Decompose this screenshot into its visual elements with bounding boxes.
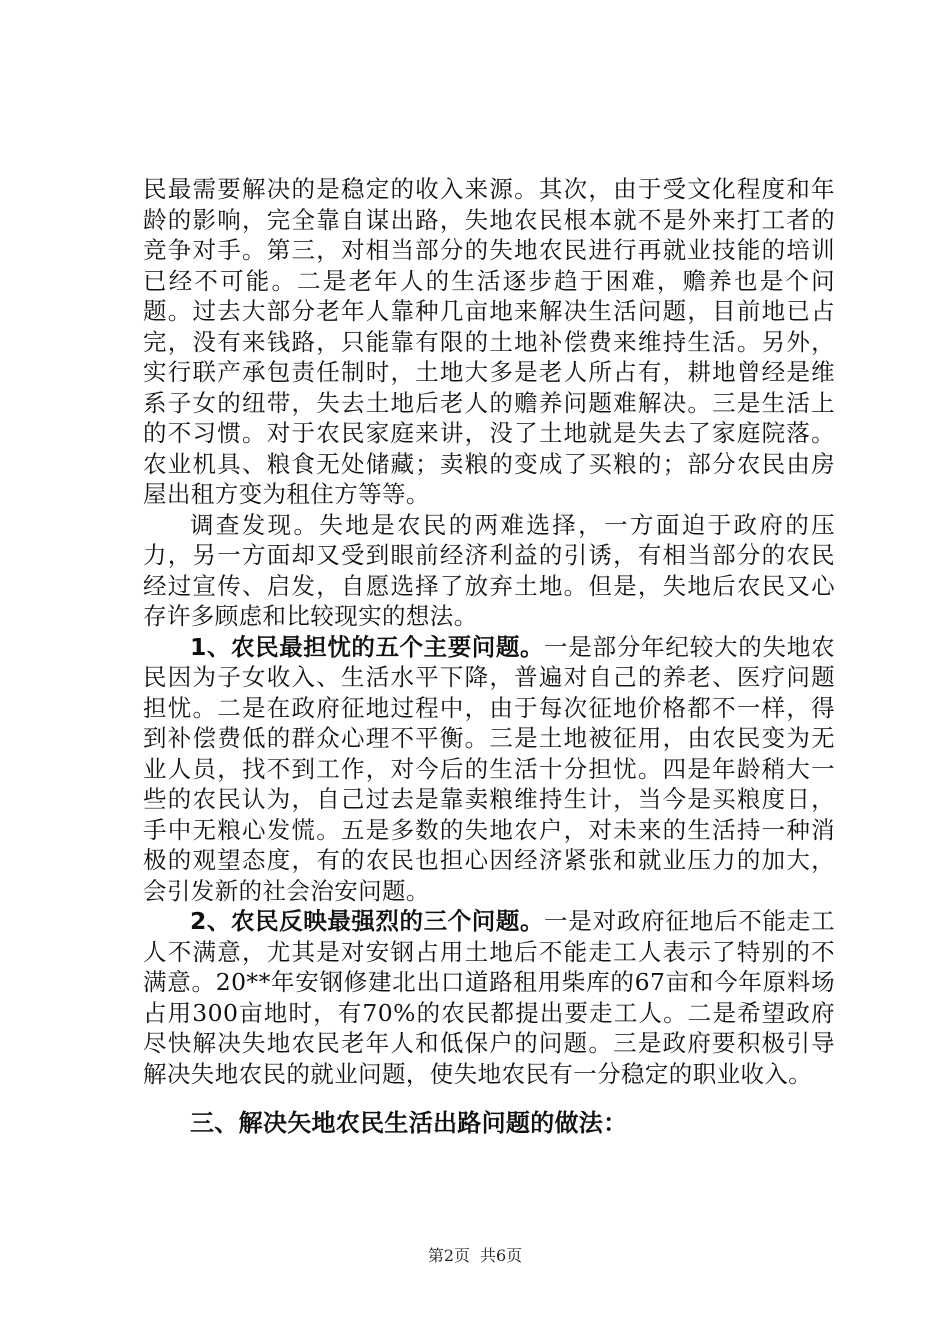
page-footer (0, 1246, 950, 1266)
paragraph-text: 调查发现。失地是农民的两难选择，一方面迫于政府的压力，另一方面却又受到眼前经济利益的引诱，有相当部分的农民经过宣传、启发，自愿选择了放弃土地。但是，失地后农民又心存许多顾虑和比较现实的想法。 (143, 510, 835, 630)
paragraph-five-concerns (143, 632, 835, 907)
page-number-total: 共6页 (480, 1246, 523, 1265)
paragraph-lead-heading: 1、农民最担忧的五个主要问题。 (190, 632, 545, 661)
paragraph-survey-findings (143, 510, 835, 632)
section-heading: 三、解决矢地农民生活出路问题的做法： (190, 1109, 628, 1137)
page-number-current: 第2页 (427, 1246, 470, 1265)
paragraph-text: 民最需要解决的是稳定的收入来源。其次，由于受文化程度和年龄的影响，完全靠自谋出路，失地农民根本就不是外来打工者的竞争对手。第三，对相当部分的失地农民进行再就业技能的培训已经不可能。二是老年人的生活逐步趋于困难，赡养也是个问题。过去大部分老年人靠种几亩地来解决生活问题，目前地已占完，没有来钱路，只能靠有限的土地补偿费来维持生活。另外，实行联产承包责任制时，土地大多是老人所占有，耕地曾经是维系子女的纽带，失去土地后老人的赡养问题难解决。三是生活上的不习惯。对于农民家庭来讲，没了土地就是失去了家庭院落。农业机具、粮食无处储藏；卖粮的变成了买粮的；部分农民由房屋出租方变为租住方等等。 (143, 175, 835, 508)
paragraph-text: 一是对政府征地后不能走工人不满意，尤其是对安钢占用土地后不能走工人表示了特别的不满意。20**年安钢修建北出口道路租用柴库的67亩和今年原料场占用300亩地时，有70%的农民都提出要走工人。二是希望政府尽快解决失地农民老年人和低保户的问题。三是政府要积极引导解决失地农民的就业问题，使失地农民有一分稳定的职业收入。 (143, 907, 835, 1088)
paragraph-lead-heading: 2、农民反映最强烈的三个问题。 (190, 907, 545, 935)
paragraph-text: 一是部分年纪较大的失地农民因为子女收入、生活水平下降，普遍对自己的养老、医疗问题担忧。二是在政府征地过程中，由于每次征地价格都不一样，得到补偿费低的群众心理不平衡。三是土地被征用，由农民变为无业人员，找不到工作，对今后的生活十分担忧。四是年龄稍大一些的农民认为，自己过去是靠卖粮维持生计，当今是买粮度日，手中无粮心发慌。五是多数的失地农户，对未来的生活持一种消极的观望态度，有的农民也担心因经济紧张和就业压力的加大，会引发新的社会治安问题。 (143, 632, 835, 905)
document-body (143, 174, 835, 1139)
paragraph-continuation (143, 174, 835, 510)
paragraph-three-issues (143, 906, 835, 1089)
